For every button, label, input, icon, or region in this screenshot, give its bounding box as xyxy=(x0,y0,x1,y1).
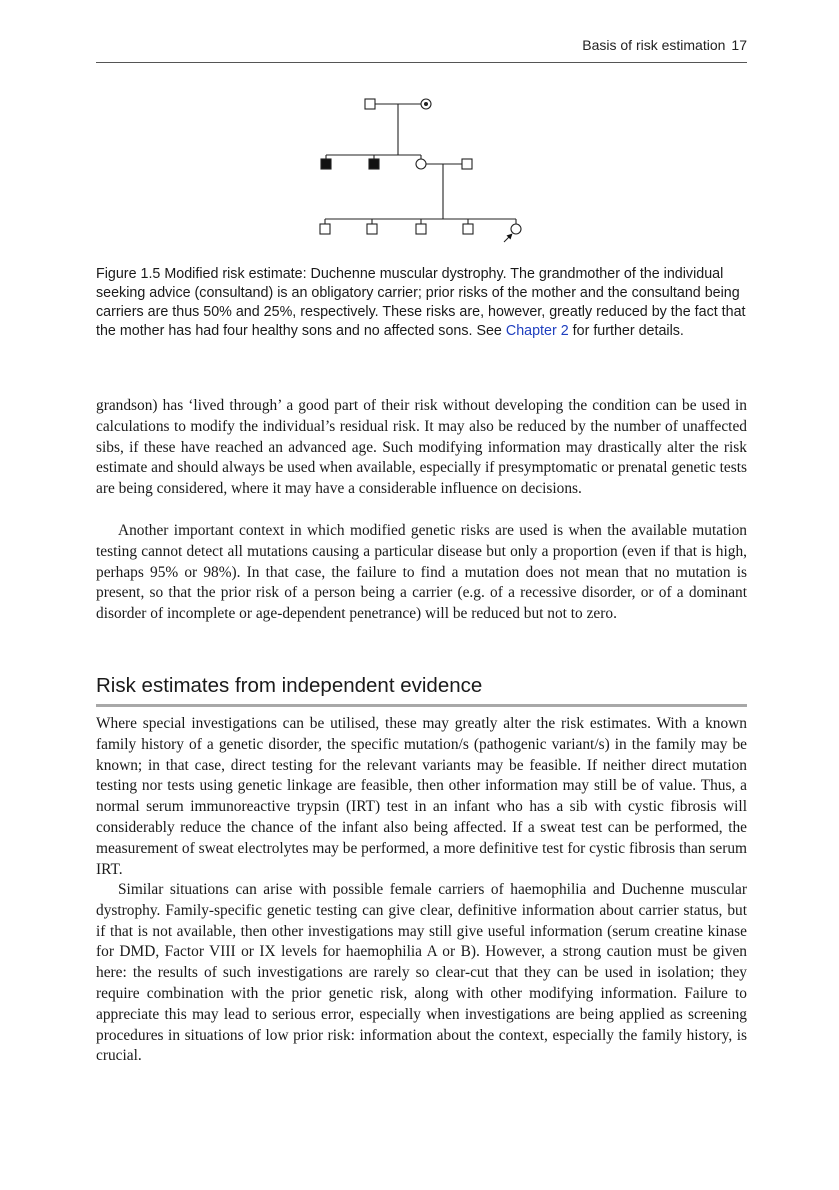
paragraph-special-investigations xyxy=(96,714,747,880)
carrier-dot xyxy=(424,102,428,106)
running-head-title: Basis of risk estimation xyxy=(582,37,726,53)
body-paragraph: Similar situations can arise with possible female carriers of haemophilia and Duchenne muscular dystrophy. Family-specific genetic testing can give clear, definitive information about carrier status, but if that is not available, then other investigations may still give useful information (serum creatine kinase for DMD, Factor VIII or IX levels for haemophilia A or B). However, a strong caution must be given here: the results of such investigations are rarely so clear-cut that they can be used in isolation; they require combination with the prior genetic risk, along with other modifying information. Failure to appreciate this may lead to serious error, especially when investigations are being applied as screening procedures in situations of low prior risk: information about the context, especially the family history, is crucial. xyxy=(96,881,747,1065)
caption-text: Modified risk estimate: Duchenne muscular dystrophy. The grandmother of the individual seeking advice (consultand) is an obligatory carrier; prior risks of the mother and the consultand being carriers are thus 50% and 25%, respectively. These risks are, however, greatly reduced by the fact that the mother has had four healthy sons and no affected sons. See xyxy=(96,266,746,339)
section-heading: Risk estimates from independent evidence xyxy=(96,674,483,697)
body-paragraph: Where special investigations can be utilised, these may greatly alter the risk estimates. With a known family history of a genetic disorder, the specific mutation/s (pathogenic variant/s) in the family may be known; in that case, direct testing for the relevant variants may be feasible. If neither direct mutation testing nor tests using genetic linkage are feasible, then other information may still be of value. Thus, a normal serum immunoreactive trypsin (IRT) test in an infant who has a sib with cystic fibrosis will considerably reduce the chance of the infant also being affected. If a sweat test can be performed, the measurement of sweat electrolytes may be performed, a more definitive test for cystic fibrosis than serum IRT. xyxy=(96,715,747,878)
paragraph-modified-risks xyxy=(96,521,747,625)
header-rule xyxy=(96,62,747,63)
grandfather-male-unaffected-symbol xyxy=(365,99,375,109)
healthy-son-4-symbol xyxy=(463,224,473,234)
healthy-son-3-symbol xyxy=(416,224,426,234)
body-paragraph: grandson) has ‘lived through’ a good part of their risk without developing the condition can be used in calculations to modify the individual’s residual risk. It may also be reduced by the number of unaffected sibs, if these have reached an advanced age. Such modifying information may drastically alter the risk estimate and should always be used when available, especially if presymptomatic or prenatal genetic tests are being considered, where it may have a considerable influence on decisions. xyxy=(96,397,747,498)
paragraph-similar-situations xyxy=(96,880,747,1067)
figure-label: Figure 1.5 xyxy=(96,266,161,282)
pedigree-diagram xyxy=(300,90,540,250)
figure-caption xyxy=(96,265,748,341)
running-head xyxy=(96,37,747,53)
affected-son-2-symbol xyxy=(369,159,379,169)
healthy-son-2-symbol xyxy=(367,224,377,234)
affected-son-1-symbol xyxy=(321,159,331,169)
consultand-symbol xyxy=(511,224,521,234)
section-rule xyxy=(96,704,747,707)
caption-end: for further details. xyxy=(572,323,684,339)
paragraph-continuation xyxy=(96,396,747,500)
mother-symbol xyxy=(416,159,426,169)
chapter-link[interactable]: Chapter 2 xyxy=(505,323,569,339)
body-paragraph: Another important context in which modified genetic risks are used is when the available mutation testing cannot detect all mutations causing a particular disease but only a proportion (even if that is high, perhaps 95% or 98%). In that case, the failure to find a mutation does not mean that no mutation is present, so that the prior risk of a person being a carrier (e.g. of a recessive disorder, or of a dominant disorder of incomplete or age-dependent penetrance) will be reduced but not to zero. xyxy=(96,522,747,623)
page-number: 17 xyxy=(731,37,747,53)
father-symbol xyxy=(462,159,472,169)
healthy-son-1-symbol xyxy=(320,224,330,234)
